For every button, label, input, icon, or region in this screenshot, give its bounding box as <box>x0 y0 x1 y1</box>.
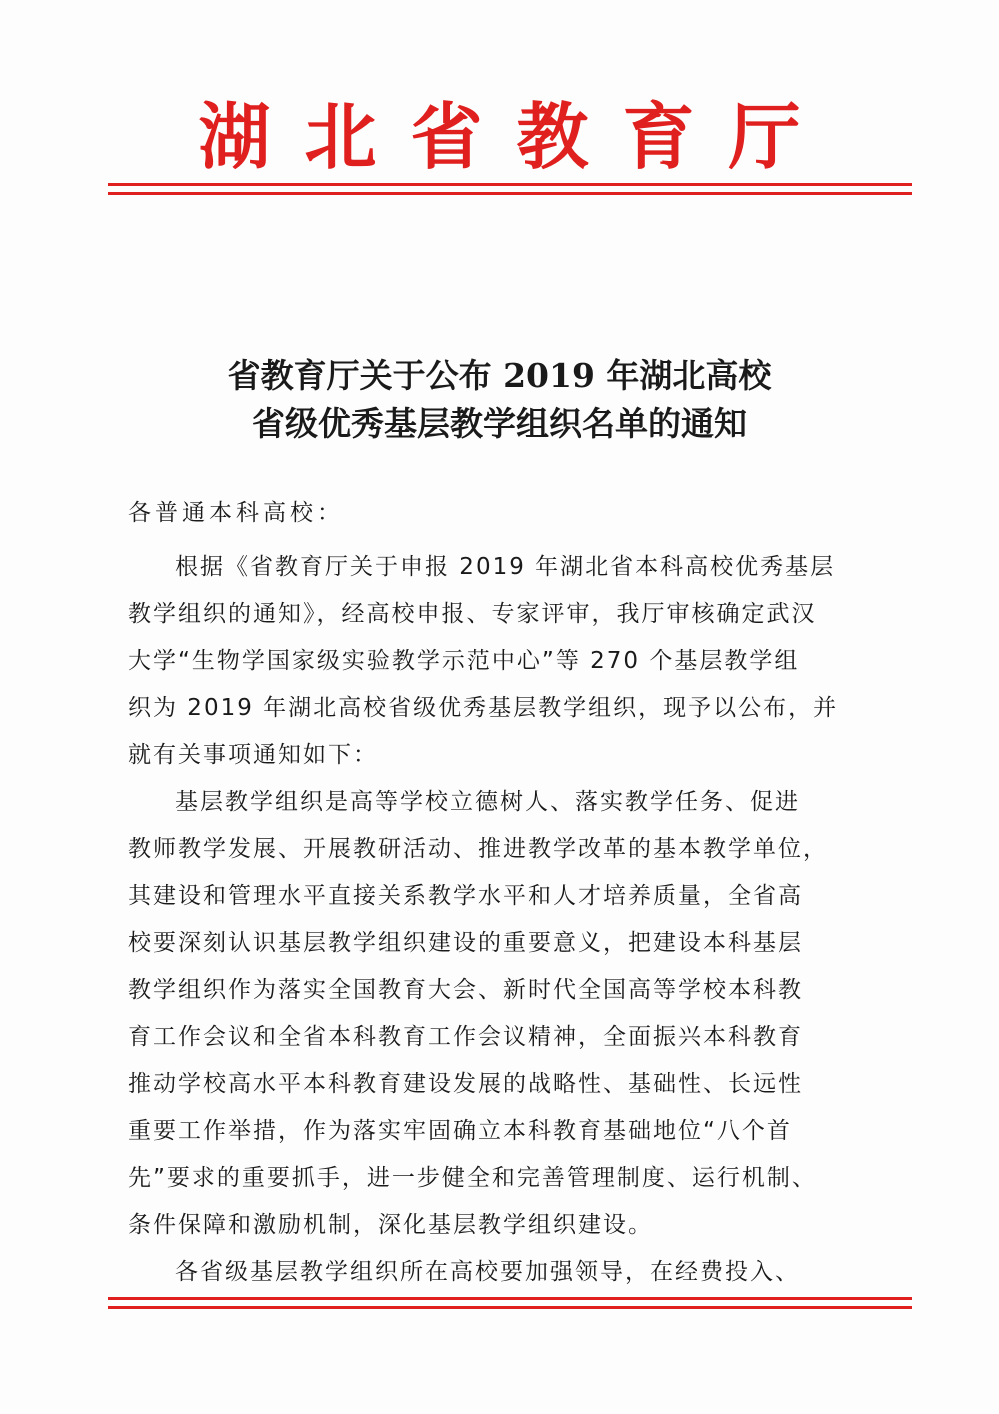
footer-rule-upper <box>108 1297 912 1300</box>
body-line: 教师教学发展、开展教研活动、推进教学改革的基本教学单位， <box>128 836 828 862</box>
letterhead-rule-upper <box>108 183 912 186</box>
letterhead-title: 湖北省教育厅 <box>198 95 835 179</box>
body-line: 大学“生物学国家级实验教学示范中心”等 270 个基层教学组 <box>128 648 800 674</box>
footer-rule-lower <box>108 1306 912 1309</box>
body-line: 基层教学组织是高等学校立德树人、落实教学任务、促进 <box>175 789 800 815</box>
body-line: 各省级基层教学组织所在高校要加强领导，在经费投入、 <box>175 1259 800 1285</box>
body-line: 先”要求的重要抓手，进一步健全和完善管理制度、运行机制、 <box>128 1165 817 1191</box>
body-line: 条件保障和激励机制，深化基层教学组织建设。 <box>128 1212 653 1238</box>
document-title-line-2: 省级优秀基层教学组织名单的通知 <box>252 404 747 443</box>
salutation: 各普通本科高校： <box>128 500 344 526</box>
letterhead-rule-lower <box>108 192 912 195</box>
body-line: 其建设和管理水平直接关系教学水平和人才培养质量，全省高 <box>128 883 803 909</box>
body-line: 就有关事项通知如下： <box>128 742 378 768</box>
body-line: 重要工作举措，作为落实牢固确立本科教育基础地位“八个首 <box>128 1118 792 1144</box>
body-line: 根据《省教育厅关于申报 2019 年湖北省本科高校优秀基层 <box>175 554 836 580</box>
body-line: 教学组织作为落实全国教育大会、新时代全国高等学校本科教 <box>128 977 803 1003</box>
document-title <box>0 352 999 448</box>
body-line: 推动学校高水平本科教育建设发展的战略性、基础性、长远性 <box>128 1071 803 1097</box>
body-line: 织为 2019 年湖北高校省级优秀基层教学组织，现予以公布，并 <box>128 695 839 721</box>
document-title-line-1: 省教育厅关于公布 2019 年湖北高校 <box>227 356 772 395</box>
body-line: 教学组织的通知》，经高校申报、专家评审，我厅审核确定武汉 <box>128 601 817 627</box>
body-line: 校要深刻认识基层教学组织建设的重要意义，把建设本科基层 <box>128 930 803 956</box>
body-line: 育工作会议和全省本科教育工作会议精神，全面振兴本科教育 <box>128 1024 803 1050</box>
